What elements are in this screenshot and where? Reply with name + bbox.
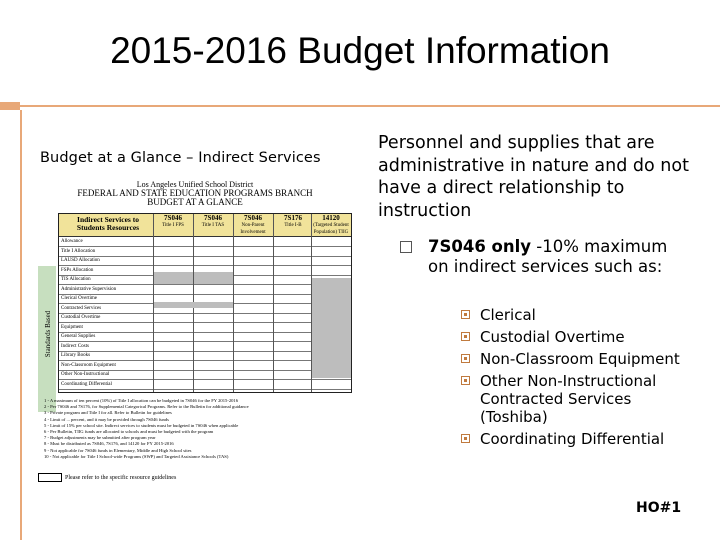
budget-table	[58, 213, 352, 393]
shaded-cell	[154, 272, 193, 284]
table-row	[59, 285, 351, 295]
table-row	[59, 313, 351, 323]
budget-at-a-glance-document	[38, 180, 352, 490]
list-item: Coordinating Differential	[480, 430, 680, 448]
row-label: Indirect Costs	[61, 343, 89, 349]
row-label: Library Books	[61, 353, 91, 358]
row-label: Administrative Supervision	[61, 286, 117, 292]
list-item: Clerical	[480, 306, 680, 324]
list-item: Other Non-Instructional Contracted Services (Toshiba)	[480, 372, 680, 426]
row-label: Title I Allocation	[61, 248, 96, 254]
sub-point-emphasis: 7S046 only	[428, 237, 532, 256]
bullet-icon	[461, 332, 470, 341]
side-bar	[38, 266, 56, 412]
table-row	[59, 332, 351, 342]
column-header: 7S046 Non-Parent Involvement	[240, 214, 266, 235]
note-line: 10 - Not applicable for Title I School-wide Programs (SWP) and Targeted Assistance Schools (TAS)	[44, 453, 229, 459]
bullet-list	[480, 306, 680, 452]
doc-header-line: BUDGET AT A GLANCE	[147, 197, 243, 207]
list-item: Custodial Overtime	[480, 328, 680, 346]
doc-header-line: FEDERAL AND STATE EDUCATION PROGRAMS BRANCH	[77, 188, 313, 198]
row-label: LAUSD Allocation	[61, 258, 100, 263]
column-header: 14120 (Targeted Student Population) TIIG	[313, 214, 349, 235]
note-line: 6 - Per Bulletin, TIIG funds are allocated to schools and must be budgeted with the program	[44, 429, 214, 435]
doc-header	[38, 180, 352, 207]
handout-label: HO#1	[636, 500, 682, 516]
left-rule	[20, 110, 22, 540]
note-line: 2 - Per 7S046 and 7S176, for Supplemental Categorical Programs. Refer to the Bulletin for additional guidance	[44, 404, 249, 410]
table-caption: Indirect Services to Students Resources	[76, 215, 140, 232]
bullet-icon	[461, 354, 470, 363]
note-line: 5 - Limit of 15% per school site. Indirect services to students must be budgeted in 7S046 when applicable	[44, 422, 239, 428]
list-item: Non-Classroom Equipment	[480, 350, 680, 368]
table-row	[59, 361, 351, 371]
table-row	[59, 237, 351, 247]
bullet-icon	[461, 434, 470, 443]
shaded-cell	[194, 272, 233, 284]
table-row	[59, 256, 351, 266]
row-label: Equipment	[61, 324, 83, 330]
doc-footnote: Please refer to the specific resource guidelines	[38, 473, 176, 482]
note-line: 9 - Not applicable for 7S046 funds in Elementary, Middle and High School sites	[44, 447, 192, 453]
page-title: 2015-2016 Budget Information	[110, 30, 610, 71]
shaded-cell	[312, 278, 351, 378]
note-line: 8 - Must be distributed as 7S046, 7S176, and 14120 for FY 2015-2016	[44, 441, 174, 447]
note-line: 1 - A maximum of ten percent (10%) of Title I allocation can be budgeted in 7S046 for the FY 2015-2016	[44, 398, 239, 403]
doc-caption: Budget at a Glance – Indirect Services	[40, 150, 321, 166]
doc-header-line: Los Angeles Unified School District	[136, 180, 254, 189]
column-header: 7S176 Title I-B	[284, 214, 302, 228]
table-header	[59, 214, 351, 237]
note-line: 4 - Limit of ... percent, and it may be provided through 7S046 funds	[44, 416, 169, 422]
table-row	[59, 370, 351, 380]
note-line: 7 - Budget adjustments may be submitted after program year	[44, 435, 156, 441]
row-label: Custodial Overtime	[61, 315, 101, 320]
doc-notes	[44, 398, 352, 460]
row-label: Non-Classroom Equipment	[61, 362, 116, 368]
row-label: General Supplies	[61, 334, 96, 339]
table-row	[59, 380, 351, 390]
row-label: Allowance	[61, 239, 83, 244]
column-header: 7S046 Title I TAS	[201, 214, 225, 228]
row-label: Coordinating Differential	[61, 381, 112, 387]
column-line	[273, 214, 274, 392]
row-label: Contracted Services	[61, 305, 102, 311]
note-line: 3 - Private program and Title I for all. Refer to Bulletin for guidelines	[44, 410, 172, 416]
row-label: TIS Allocation	[61, 277, 91, 282]
table-row	[59, 323, 351, 333]
shaded-cell	[154, 302, 233, 308]
bullet-icon	[461, 376, 470, 385]
table-row	[59, 247, 351, 257]
column-header: 7S046 Title I FPS	[162, 214, 184, 228]
row-label: FSPs Allocation	[61, 267, 94, 273]
side-label: Standards Based	[44, 310, 52, 358]
row-label: Clerical Overtime	[61, 296, 97, 301]
table-row	[59, 342, 351, 352]
sub-point	[428, 237, 688, 277]
bullet-icon	[461, 310, 470, 319]
title-rule	[20, 105, 720, 107]
table-row	[59, 351, 351, 361]
accent-block	[0, 102, 20, 110]
description-paragraph: Personnel and supplies that are administrative in nature and do not have a direct relationship to instruction	[378, 133, 689, 221]
column-line	[233, 214, 234, 392]
row-label: Other Non-Instructional	[61, 372, 110, 377]
sub-point-text: -10% maximum on indirect services such as:	[428, 237, 668, 276]
square-bullet-icon	[400, 241, 412, 253]
